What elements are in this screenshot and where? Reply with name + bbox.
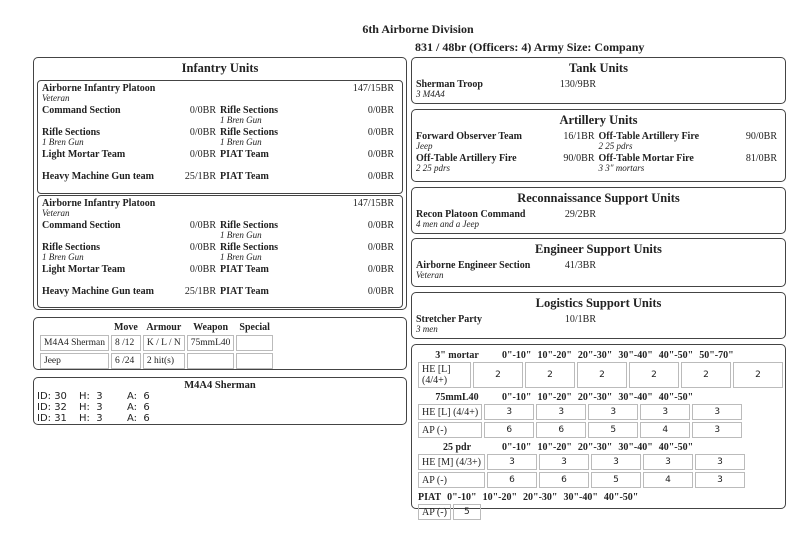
fire-type: HE [M] (4/3+) (418, 454, 485, 470)
unit-row (416, 260, 781, 282)
table-row (418, 362, 783, 388)
unit-points: 0/0BR (367, 127, 394, 138)
platoon-header (42, 198, 398, 220)
range-label: 50"-70" (699, 350, 734, 361)
unit-name: Light Mortar Team (42, 264, 126, 275)
panel-title: Tank Units (569, 61, 628, 75)
table-row (40, 335, 273, 351)
table-cell: 6 (487, 472, 537, 488)
unit-name: Heavy Machine Gun team (42, 171, 154, 182)
table-cell (187, 353, 235, 369)
unit-points: 0/0BR (189, 220, 216, 231)
unit-name: Rifle Sections (220, 242, 279, 253)
fire-type: AP (-) (418, 504, 451, 520)
table-row (418, 504, 481, 520)
vehicle-entry (37, 402, 232, 413)
unit-points: 0/0BR (367, 149, 394, 160)
unit-name: PIAT Team (220, 149, 269, 160)
unit-row (42, 286, 398, 308)
unit-entry (220, 264, 398, 286)
table-cell: 2 (629, 362, 679, 388)
unit-detail: 2 25 pdrs (598, 141, 633, 151)
table-row (418, 422, 742, 438)
table-cell: 6 (536, 422, 586, 438)
range-label: 10"-20" (537, 442, 572, 453)
unit-entry (416, 314, 600, 336)
vehicle-a: A: 6 (127, 402, 150, 413)
table-cell: 2 (681, 362, 731, 388)
range-label: 30"-40" (618, 442, 653, 453)
unit-row (416, 153, 781, 175)
unit-name: Rifle Sections (42, 127, 101, 138)
panel-title: Artillery Units (559, 113, 638, 127)
unit-detail: 1 Bren Gun (42, 252, 84, 262)
table-cell: 3 (695, 472, 745, 488)
unit-detail: 3 3" mortars (598, 163, 645, 173)
army-summary: 831 / 48br (Officers: 4) Army Size: Company (415, 40, 645, 54)
range-label: 20"-30" (577, 442, 613, 453)
weapons-panel (411, 344, 786, 518)
unit-detail: 3 men (416, 324, 438, 334)
unit-entry (42, 220, 220, 242)
unit-row (42, 264, 398, 286)
unit-name: Recon Platoon Command (416, 209, 526, 220)
unit-entry (416, 153, 599, 175)
unit-entry (42, 198, 398, 220)
table-cell: 4 (640, 422, 690, 438)
table-row (418, 454, 745, 470)
table-cell: 6 (539, 472, 589, 488)
weapon-name: 25 pdr (442, 442, 472, 453)
range-label: 40"-50" (658, 392, 694, 403)
weapon-name: 75mmL40 (435, 392, 479, 403)
table-cell: 3 (692, 422, 742, 438)
unit-entry (220, 149, 398, 171)
panel-title: Reconnaissance Support Units (517, 191, 680, 205)
table-cell: 2 (525, 362, 575, 388)
range-label: 40"-50" (658, 442, 694, 453)
range-label: 20"-30" (577, 392, 613, 403)
range-label: 20"-30" (523, 492, 558, 503)
unit-detail: 1 Bren Gun (220, 137, 262, 147)
unit-row (416, 131, 781, 153)
range-label: 10"-20" (537, 350, 572, 361)
unit-name: Off-Table Artillery Fire (598, 131, 700, 142)
unit-points: 0/0BR (367, 105, 394, 116)
table-cell: 6 /24 (111, 353, 141, 369)
unit-row (42, 171, 398, 193)
unit-entry (42, 242, 220, 264)
table-cell (236, 353, 273, 369)
unit-points: 0/0BR (189, 127, 216, 138)
column-header: Armour (146, 322, 182, 333)
range-label: 40"-50" (603, 492, 639, 503)
unit-entry (220, 220, 398, 242)
panel-title: Engineer Support Units (535, 242, 662, 256)
platoon-header (42, 83, 398, 105)
unit-name: Light Mortar Team (42, 149, 126, 160)
table-cell: 3 (539, 454, 589, 470)
unit-detail: 1 Bren Gun (42, 137, 84, 147)
unit-entry (42, 149, 220, 171)
range-label: 0"-10" (502, 350, 532, 361)
weapon-name: PIAT (418, 492, 442, 503)
vehicle-h: H: 3 (79, 391, 103, 402)
table-cell: 2 (577, 362, 627, 388)
unit-name: Rifle Sections (220, 105, 279, 116)
weapon-table (416, 402, 744, 440)
unit-points: 25/1BR (184, 171, 216, 182)
unit-detail: 1 Bren Gun (220, 115, 262, 125)
unit-entry (220, 105, 398, 127)
unit-entry (42, 83, 398, 105)
sherman-detail-panel (33, 377, 407, 425)
army-title: 6th Airborne Division (362, 22, 474, 36)
table-cell: 3 (487, 454, 537, 470)
table-cell: 6 (484, 422, 534, 438)
unit-row (416, 209, 781, 231)
panel-title: Logistics Support Units (535, 296, 662, 310)
vehicle-a: A: 6 (127, 413, 150, 424)
table-cell: 2 (733, 362, 783, 388)
unit-entry (220, 242, 398, 264)
weapon-range-header (412, 492, 785, 503)
unit-name: PIAT Team (220, 171, 269, 182)
table-cell: 3 (484, 404, 534, 420)
unit-points: 0/0BR (189, 242, 216, 253)
table-cell: K / L / N (143, 335, 185, 351)
unit-row (42, 105, 398, 127)
table-cell: 75mmL40 (187, 335, 235, 351)
unit-name: Sherman Troop (416, 79, 483, 90)
unit-name: Stretcher Party (416, 314, 482, 325)
vehicle-h: H: 3 (79, 413, 103, 424)
table-cell: 3 (692, 404, 742, 420)
unit-name: Heavy Machine Gun team (42, 286, 154, 297)
engineer-units-panel (411, 238, 786, 287)
table-cell: 3 (640, 404, 690, 420)
weapon-table (416, 502, 483, 522)
column-header: Special (239, 322, 270, 333)
unit-detail: 1 Bren Gun (220, 252, 262, 262)
unit-detail: Veteran (42, 93, 70, 103)
table-cell: Jeep (40, 353, 109, 369)
table-header (40, 322, 273, 333)
unit-name: Rifle Sections (220, 127, 279, 138)
unit-name: Command Section (42, 105, 121, 116)
fire-type: HE [L] (4/4+) (418, 362, 471, 388)
platoon-card (37, 80, 403, 194)
unit-name: Command Section (42, 220, 121, 231)
unit-row (42, 242, 398, 264)
unit-points: 0/0BR (367, 286, 394, 297)
weapon-table (416, 452, 747, 490)
column-header: Move (113, 322, 138, 333)
range-label: 30"-40" (618, 350, 653, 361)
unit-entry (416, 260, 600, 282)
table-cell: 3 (695, 454, 745, 470)
range-label: 0"-10" (502, 392, 532, 403)
unit-points: 90/0BR (745, 131, 777, 142)
table-cell: 2 (473, 362, 523, 388)
unit-row (42, 127, 398, 149)
fire-type: AP (-) (418, 422, 482, 438)
table-cell: 8 /12 (111, 335, 141, 351)
unit-row (416, 79, 781, 101)
unit-points: 0/0BR (189, 105, 216, 116)
weapon-name: 3" mortar (435, 350, 479, 361)
table-cell: 3 (536, 404, 586, 420)
unit-entry (42, 127, 220, 149)
range-label: 10"-20" (482, 492, 518, 503)
table-cell: 4 (643, 472, 693, 488)
unit-points: 16/1BR (563, 131, 595, 142)
logistics-units-panel (411, 292, 786, 339)
unit-name: Airborne Infantry Platoon (42, 198, 156, 209)
unit-name: Off-Table Mortar Fire (598, 153, 694, 164)
vehicle-h: H: 3 (79, 402, 103, 413)
unit-points: 0/0BR (367, 171, 394, 182)
table-cell: 2 hit(s) (143, 353, 185, 369)
unit-detail: 4 men and a Jeep (416, 219, 479, 229)
column-header: Weapon (193, 322, 229, 333)
unit-points: 0/0BR (189, 264, 216, 275)
unit-points: 29/2BR (564, 209, 596, 220)
infantry-units-panel (33, 57, 407, 310)
unit-row (42, 220, 398, 242)
table-cell: 3 (643, 454, 693, 470)
vehicle-id: ID: 30 (37, 391, 67, 402)
vehicle-stats-panel (33, 317, 407, 370)
table-cell: 5 (591, 472, 641, 488)
table-cell: 5 (588, 422, 638, 438)
unit-detail: 3 M4A4 (416, 89, 445, 99)
unit-points: 90/0BR (563, 153, 595, 164)
artillery-units-panel (411, 109, 786, 182)
unit-points: 0/0BR (367, 242, 394, 253)
unit-detail: Veteran (416, 270, 444, 280)
range-label: 10"-20" (537, 392, 572, 403)
unit-name: Airborne Infantry Platoon (42, 83, 156, 94)
table-cell: 5 (453, 504, 481, 520)
table-row (418, 404, 742, 420)
fire-type: HE [L] (4/4+) (418, 404, 482, 420)
unit-name: Forward Observer Team (416, 131, 522, 142)
range-label: 30"-40" (563, 492, 598, 503)
tank-units-panel (411, 57, 786, 104)
unit-row (416, 314, 781, 336)
unit-name: Airborne Engineer Section (416, 260, 531, 271)
unit-entry (220, 171, 398, 193)
unit-points: 41/3BR (564, 260, 596, 271)
unit-row (42, 149, 398, 171)
unit-points: 25/1BR (184, 286, 216, 297)
unit-points: 0/0BR (189, 149, 216, 160)
table-cell: M4A4 Sherman (40, 335, 109, 351)
unit-points: 147/15BR (352, 198, 394, 209)
unit-detail: Jeep (416, 141, 433, 151)
table-cell (236, 335, 273, 351)
unit-entry (416, 79, 600, 101)
unit-name: Rifle Sections (220, 220, 279, 231)
unit-entry (220, 127, 398, 149)
recon-units-panel (411, 187, 786, 234)
unit-detail: 2 25 pdrs (416, 163, 451, 173)
table-cell: 3 (588, 404, 638, 420)
unit-points: 0/0BR (367, 264, 394, 275)
fire-type: AP (-) (418, 472, 485, 488)
range-label: 40"-50" (658, 350, 694, 361)
unit-detail: 1 Bren Gun (220, 230, 262, 240)
range-label: 30"-40" (618, 392, 653, 403)
unit-entry (42, 171, 220, 193)
table-row (418, 472, 745, 488)
vehicle-id: ID: 31 (37, 413, 67, 424)
table-row (40, 353, 273, 369)
unit-points: 0/0BR (367, 220, 394, 231)
platoon-card (37, 195, 403, 308)
panel-title: M4A4 Sherman (184, 380, 256, 391)
unit-points: 10/1BR (564, 314, 596, 325)
unit-name: PIAT Team (220, 286, 269, 297)
unit-entry (416, 209, 600, 231)
range-label: 20"-30" (577, 350, 613, 361)
unit-entry (416, 131, 599, 153)
range-label: 0"-10" (502, 442, 532, 453)
unit-entry (42, 286, 220, 308)
vehicle-entry (37, 413, 232, 424)
panel-title: Infantry Units (181, 61, 259, 75)
vehicle-entry (37, 391, 232, 402)
weapon-table (416, 360, 785, 390)
weapon-range-header (412, 350, 785, 361)
unit-entry (599, 131, 782, 153)
unit-entry (220, 286, 398, 308)
unit-points: 130/9BR (559, 79, 596, 90)
unit-entry (42, 105, 220, 127)
vehicle-id: ID: 32 (37, 402, 67, 413)
unit-name: Off-Table Artillery Fire (416, 153, 517, 164)
vehicle-stats-table (38, 320, 275, 371)
unit-points: 81/0BR (745, 153, 777, 164)
unit-name: Rifle Sections (42, 242, 101, 253)
unit-name: PIAT Team (220, 264, 269, 275)
unit-points: 147/15BR (352, 83, 394, 94)
unit-entry (599, 153, 782, 175)
unit-detail: Veteran (42, 208, 70, 218)
range-label: 0"-10" (447, 492, 477, 503)
vehicle-a: A: 6 (127, 391, 150, 402)
unit-entry (42, 264, 220, 286)
table-cell: 3 (591, 454, 641, 470)
